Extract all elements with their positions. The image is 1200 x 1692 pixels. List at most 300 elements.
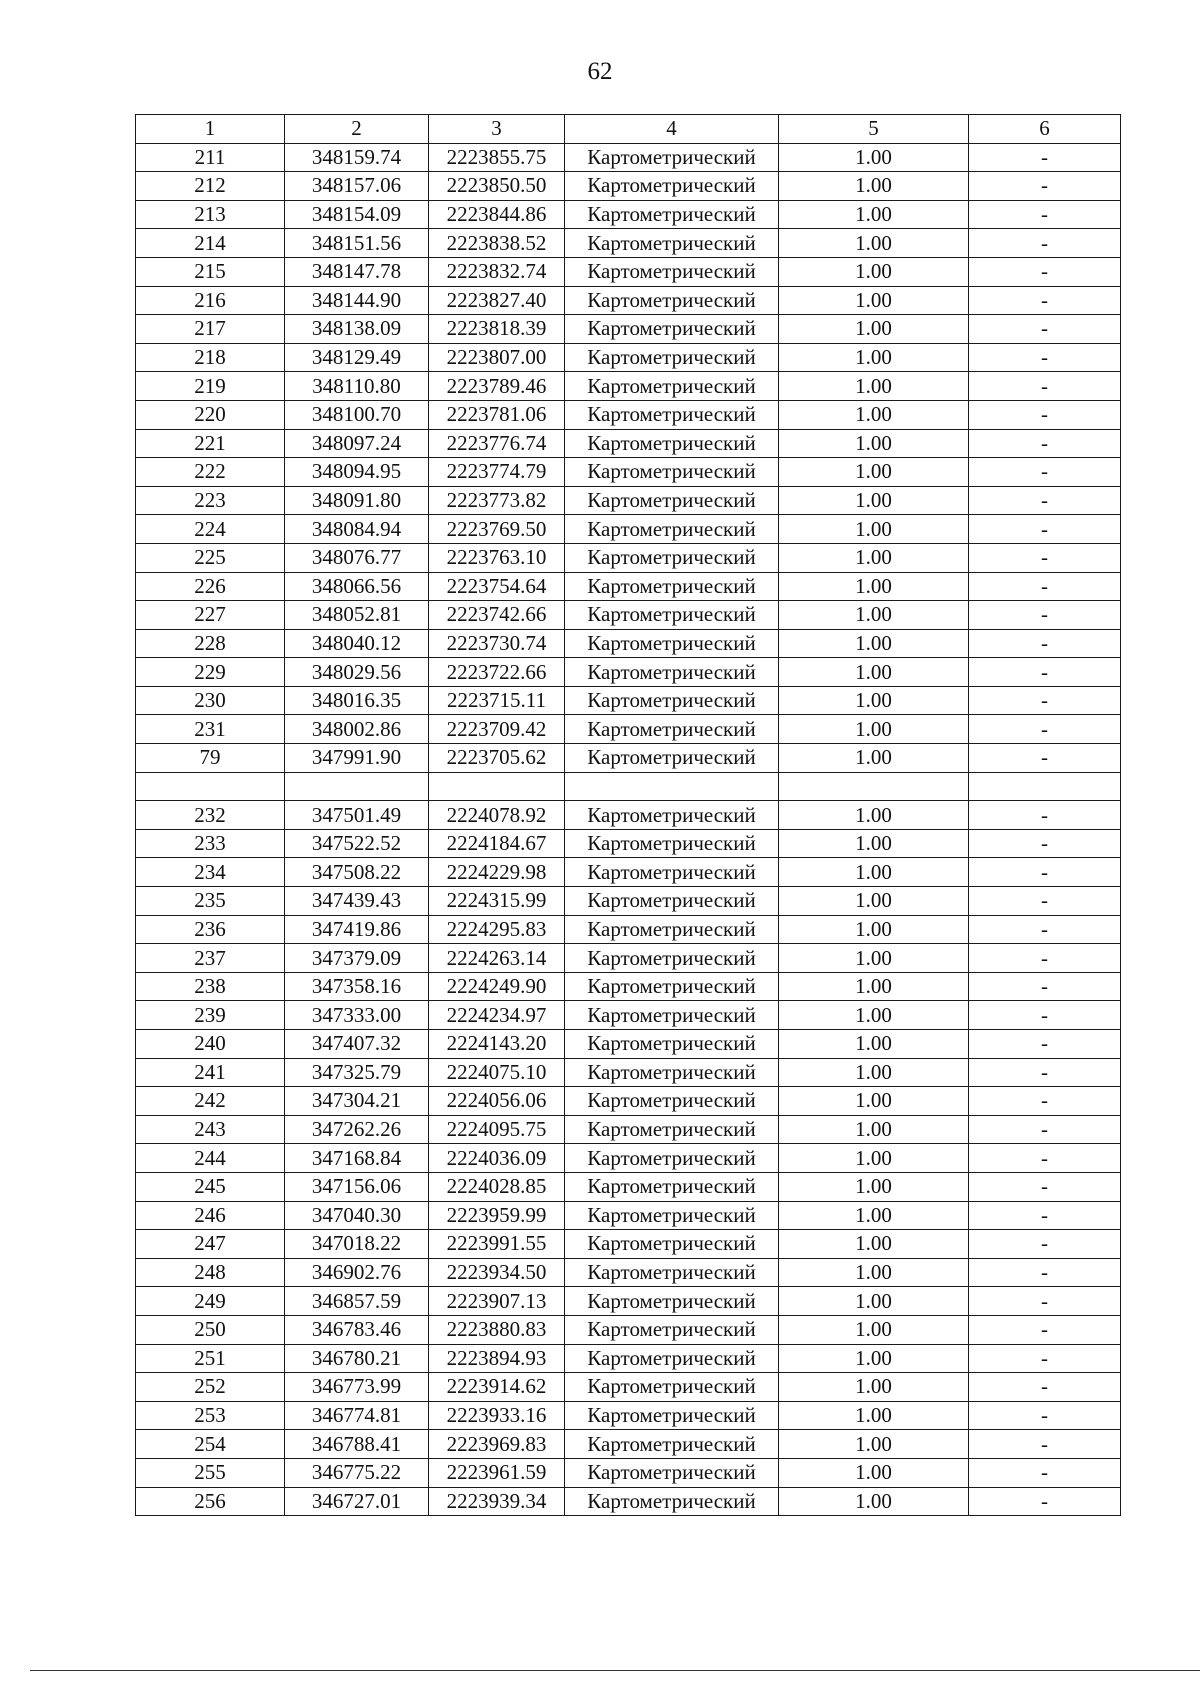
accuracy-cell: 1.00 (779, 1172, 969, 1201)
accuracy-cell: 1.00 (779, 572, 969, 601)
x-coordinate-cell: 348159.74 (285, 143, 429, 172)
method-cell: Картометрический (565, 429, 779, 458)
y-coordinate-cell: 2224028.85 (429, 1172, 565, 1201)
table-row (136, 1230, 1121, 1259)
method-cell: Картометрический (565, 543, 779, 572)
method-cell: Картометрический (565, 1315, 779, 1344)
table-row (136, 200, 1121, 229)
accuracy-cell: 1.00 (779, 543, 969, 572)
note-cell: - (969, 944, 1121, 973)
x-coordinate-cell (285, 772, 429, 801)
x-coordinate-cell: 348016.35 (285, 686, 429, 715)
note-cell: - (969, 686, 1121, 715)
table-row (136, 658, 1121, 687)
table-row (136, 143, 1121, 172)
note-cell: - (969, 1001, 1121, 1030)
note-cell: - (969, 1030, 1121, 1059)
y-coordinate-cell: 2223715.11 (429, 686, 565, 715)
method-cell: Картометрический (565, 887, 779, 916)
point-number-cell: 255 (136, 1458, 285, 1487)
y-coordinate-cell: 2224234.97 (429, 1001, 565, 1030)
x-coordinate-cell: 346780.21 (285, 1344, 429, 1373)
x-coordinate-cell: 348076.77 (285, 543, 429, 572)
table-row (136, 1058, 1121, 1087)
method-cell: Картометрический (565, 229, 779, 258)
accuracy-cell: 1.00 (779, 1458, 969, 1487)
note-cell: - (969, 1144, 1121, 1173)
method-cell: Картометрический (565, 1458, 779, 1487)
x-coordinate-cell: 346773.99 (285, 1373, 429, 1402)
point-number-cell: 223 (136, 486, 285, 515)
table-row (136, 1115, 1121, 1144)
method-cell: Картометрический (565, 1058, 779, 1087)
note-cell: - (969, 887, 1121, 916)
x-coordinate-cell: 346902.76 (285, 1258, 429, 1287)
accuracy-cell: 1.00 (779, 486, 969, 515)
method-cell: Картометрический (565, 1373, 779, 1402)
accuracy-cell: 1.00 (779, 1487, 969, 1516)
y-coordinate-cell: 2223907.13 (429, 1287, 565, 1316)
note-cell: - (969, 972, 1121, 1001)
table-row (136, 1087, 1121, 1116)
method-cell: Картометрический (565, 829, 779, 858)
table-row (136, 372, 1121, 401)
method-cell: Картометрический (565, 1030, 779, 1059)
table-row (136, 801, 1121, 830)
y-coordinate-cell: 2223838.52 (429, 229, 565, 258)
note-cell: - (969, 1172, 1121, 1201)
accuracy-cell: 1.00 (779, 1115, 969, 1144)
accuracy-cell: 1.00 (779, 1087, 969, 1116)
method-cell: Картометрический (565, 172, 779, 201)
table-row (136, 1144, 1121, 1173)
accuracy-cell: 1.00 (779, 1401, 969, 1430)
table-row (136, 1287, 1121, 1316)
accuracy-cell: 1.00 (779, 286, 969, 315)
note-cell: - (969, 858, 1121, 887)
point-number-cell: 246 (136, 1201, 285, 1230)
x-coordinate-cell: 347407.32 (285, 1030, 429, 1059)
table-row (136, 400, 1121, 429)
y-coordinate-cell: 2223827.40 (429, 286, 565, 315)
note-cell: - (969, 200, 1121, 229)
point-number-cell: 233 (136, 829, 285, 858)
page-number: 62 (587, 58, 613, 85)
x-coordinate-cell: 348084.94 (285, 515, 429, 544)
note-cell: - (969, 1058, 1121, 1087)
x-coordinate-cell: 347325.79 (285, 1058, 429, 1087)
table-row (136, 1258, 1121, 1287)
accuracy-cell: 1.00 (779, 400, 969, 429)
point-number-cell: 237 (136, 944, 285, 973)
y-coordinate-cell: 2223807.00 (429, 343, 565, 372)
point-number-cell: 254 (136, 1430, 285, 1459)
note-cell: - (969, 286, 1121, 315)
point-number-cell: 240 (136, 1030, 285, 1059)
method-cell: Картометрический (565, 1487, 779, 1516)
y-coordinate-cell: 2223730.74 (429, 629, 565, 658)
accuracy-cell: 1.00 (779, 629, 969, 658)
x-coordinate-cell: 346727.01 (285, 1487, 429, 1516)
method-cell: Картометрический (565, 1172, 779, 1201)
column-header-4: 4 (565, 115, 779, 144)
point-number-cell: 242 (136, 1087, 285, 1116)
point-number-cell: 229 (136, 658, 285, 687)
method-cell: Картометрический (565, 629, 779, 658)
point-number-cell: 212 (136, 172, 285, 201)
accuracy-cell: 1.00 (779, 200, 969, 229)
y-coordinate-cell: 2223763.10 (429, 543, 565, 572)
table-row (136, 1030, 1121, 1059)
method-cell: Картометрический (565, 858, 779, 887)
point-number-cell: 227 (136, 601, 285, 630)
accuracy-cell: 1.00 (779, 1287, 969, 1316)
accuracy-cell: 1.00 (779, 686, 969, 715)
note-cell: - (969, 744, 1121, 773)
point-number-cell: 224 (136, 515, 285, 544)
point-number-cell: 238 (136, 972, 285, 1001)
point-number-cell: 236 (136, 915, 285, 944)
accuracy-cell: 1.00 (779, 343, 969, 372)
accuracy-cell: 1.00 (779, 658, 969, 687)
point-number-cell: 245 (136, 1172, 285, 1201)
x-coordinate-cell: 347508.22 (285, 858, 429, 887)
y-coordinate-cell: 2223939.34 (429, 1487, 565, 1516)
x-coordinate-cell: 348002.86 (285, 715, 429, 744)
table-row (136, 1401, 1121, 1430)
y-coordinate-cell (429, 772, 565, 801)
note-cell: - (969, 543, 1121, 572)
note-cell: - (969, 257, 1121, 286)
x-coordinate-cell: 347439.43 (285, 887, 429, 916)
y-coordinate-cell: 2223914.62 (429, 1373, 565, 1402)
table-row (136, 1430, 1121, 1459)
table-row (136, 887, 1121, 916)
accuracy-cell: 1.00 (779, 257, 969, 286)
point-number-cell: 217 (136, 315, 285, 344)
point-number-cell: 222 (136, 458, 285, 487)
table-row (136, 744, 1121, 773)
point-number-cell: 234 (136, 858, 285, 887)
table-row (136, 486, 1121, 515)
x-coordinate-cell: 347991.90 (285, 744, 429, 773)
column-header-3: 3 (429, 115, 565, 144)
x-coordinate-cell: 348097.24 (285, 429, 429, 458)
accuracy-cell: 1.00 (779, 372, 969, 401)
coordinates-table (135, 114, 1121, 1516)
x-coordinate-cell: 347358.16 (285, 972, 429, 1001)
table-row (136, 1172, 1121, 1201)
x-coordinate-cell: 348138.09 (285, 315, 429, 344)
accuracy-cell (779, 772, 969, 801)
x-coordinate-cell: 348100.70 (285, 400, 429, 429)
method-cell: Картометрический (565, 343, 779, 372)
accuracy-cell: 1.00 (779, 1373, 969, 1402)
note-cell (969, 772, 1121, 801)
x-coordinate-cell: 348029.56 (285, 658, 429, 687)
accuracy-cell: 1.00 (779, 143, 969, 172)
note-cell: - (969, 1115, 1121, 1144)
method-cell: Картометрический (565, 572, 779, 601)
table-row (136, 858, 1121, 887)
x-coordinate-cell: 348040.12 (285, 629, 429, 658)
table-row (136, 1315, 1121, 1344)
y-coordinate-cell: 2223894.93 (429, 1344, 565, 1373)
note-cell: - (969, 1487, 1121, 1516)
note-cell: - (969, 715, 1121, 744)
note-cell: - (969, 400, 1121, 429)
y-coordinate-cell: 2224229.98 (429, 858, 565, 887)
table-row (136, 1487, 1121, 1516)
table-row (136, 172, 1121, 201)
x-coordinate-cell: 348154.09 (285, 200, 429, 229)
table-row (136, 543, 1121, 572)
point-number-cell: 235 (136, 887, 285, 916)
y-coordinate-cell: 2224078.92 (429, 801, 565, 830)
note-cell: - (969, 143, 1121, 172)
x-coordinate-cell: 348094.95 (285, 458, 429, 487)
y-coordinate-cell: 2223969.83 (429, 1430, 565, 1459)
point-number-cell: 249 (136, 1287, 285, 1316)
method-cell: Картометрический (565, 1115, 779, 1144)
y-coordinate-cell: 2223855.75 (429, 143, 565, 172)
point-number-cell: 214 (136, 229, 285, 258)
table-row (136, 972, 1121, 1001)
y-coordinate-cell: 2223934.50 (429, 1258, 565, 1287)
method-cell: Картометрический (565, 1287, 779, 1316)
table-header-row (136, 115, 1121, 144)
method-cell: Картометрический (565, 1258, 779, 1287)
method-cell: Картометрический (565, 400, 779, 429)
x-coordinate-cell: 347040.30 (285, 1201, 429, 1230)
table-row (136, 572, 1121, 601)
x-coordinate-cell: 348129.49 (285, 343, 429, 372)
table-row (136, 1001, 1121, 1030)
y-coordinate-cell: 2223722.66 (429, 658, 565, 687)
table-row (136, 229, 1121, 258)
point-number-cell: 253 (136, 1401, 285, 1430)
y-coordinate-cell: 2223818.39 (429, 315, 565, 344)
note-cell: - (969, 172, 1121, 201)
note-cell: - (969, 629, 1121, 658)
method-cell: Картометрический (565, 515, 779, 544)
method-cell: Картометрический (565, 143, 779, 172)
accuracy-cell: 1.00 (779, 1058, 969, 1087)
point-number-cell: 256 (136, 1487, 285, 1516)
note-cell: - (969, 829, 1121, 858)
point-number-cell: 221 (136, 429, 285, 458)
point-number-cell: 226 (136, 572, 285, 601)
y-coordinate-cell: 2224056.06 (429, 1087, 565, 1116)
y-coordinate-cell: 2224095.75 (429, 1115, 565, 1144)
y-coordinate-cell: 2223991.55 (429, 1230, 565, 1259)
accuracy-cell: 1.00 (779, 429, 969, 458)
point-number-cell: 79 (136, 744, 285, 773)
point-number-cell: 241 (136, 1058, 285, 1087)
note-cell: - (969, 458, 1121, 487)
table-row (136, 772, 1121, 801)
point-number-cell: 248 (136, 1258, 285, 1287)
accuracy-cell: 1.00 (779, 858, 969, 887)
point-number-cell: 232 (136, 801, 285, 830)
method-cell: Картометрический (565, 944, 779, 973)
accuracy-cell: 1.00 (779, 1230, 969, 1259)
x-coordinate-cell: 348147.78 (285, 257, 429, 286)
point-number-cell: 228 (136, 629, 285, 658)
point-number-cell: 250 (136, 1315, 285, 1344)
y-coordinate-cell: 2223754.64 (429, 572, 565, 601)
method-cell: Картометрический (565, 658, 779, 687)
method-cell: Картометрический (565, 200, 779, 229)
table-row (136, 829, 1121, 858)
x-coordinate-cell: 347168.84 (285, 1144, 429, 1173)
method-cell: Картометрический (565, 601, 779, 630)
x-coordinate-cell: 347262.26 (285, 1115, 429, 1144)
point-number-cell: 216 (136, 286, 285, 315)
y-coordinate-cell: 2224075.10 (429, 1058, 565, 1087)
x-coordinate-cell: 347156.06 (285, 1172, 429, 1201)
point-number-cell: 251 (136, 1344, 285, 1373)
y-coordinate-cell: 2223959.99 (429, 1201, 565, 1230)
method-cell: Картометрический (565, 801, 779, 830)
table-row (136, 601, 1121, 630)
note-cell: - (969, 1430, 1121, 1459)
y-coordinate-cell: 2223844.86 (429, 200, 565, 229)
y-coordinate-cell: 2224263.14 (429, 944, 565, 973)
note-cell: - (969, 1201, 1121, 1230)
table-row (136, 458, 1121, 487)
note-cell: - (969, 315, 1121, 344)
method-cell (565, 772, 779, 801)
table-row (136, 515, 1121, 544)
point-number-cell: 218 (136, 343, 285, 372)
accuracy-cell: 1.00 (779, 744, 969, 773)
column-header-2: 2 (285, 115, 429, 144)
method-cell: Картометрический (565, 915, 779, 944)
note-cell: - (969, 915, 1121, 944)
y-coordinate-cell: 2223742.66 (429, 601, 565, 630)
point-number-cell: 220 (136, 400, 285, 429)
y-coordinate-cell: 2223774.79 (429, 458, 565, 487)
method-cell: Картометрический (565, 715, 779, 744)
note-cell: - (969, 1287, 1121, 1316)
point-number-cell: 219 (136, 372, 285, 401)
y-coordinate-cell: 2223769.50 (429, 515, 565, 544)
note-cell: - (969, 429, 1121, 458)
note-cell: - (969, 658, 1121, 687)
table-row (136, 286, 1121, 315)
note-cell: - (969, 1344, 1121, 1373)
accuracy-cell: 1.00 (779, 972, 969, 1001)
accuracy-cell: 1.00 (779, 829, 969, 858)
accuracy-cell: 1.00 (779, 1315, 969, 1344)
x-coordinate-cell: 347379.09 (285, 944, 429, 973)
method-cell: Картометрический (565, 1230, 779, 1259)
table-row (136, 343, 1121, 372)
method-cell: Картометрический (565, 1201, 779, 1230)
table-row (136, 715, 1121, 744)
y-coordinate-cell: 2223709.42 (429, 715, 565, 744)
note-cell: - (969, 1458, 1121, 1487)
accuracy-cell: 1.00 (779, 315, 969, 344)
x-coordinate-cell: 348151.56 (285, 229, 429, 258)
column-header-5: 5 (779, 115, 969, 144)
x-coordinate-cell: 347501.49 (285, 801, 429, 830)
accuracy-cell: 1.00 (779, 887, 969, 916)
method-cell: Картометрический (565, 1344, 779, 1373)
note-cell: - (969, 372, 1121, 401)
note-cell: - (969, 1373, 1121, 1402)
x-coordinate-cell: 347333.00 (285, 1001, 429, 1030)
y-coordinate-cell: 2223880.83 (429, 1315, 565, 1344)
y-coordinate-cell: 2224184.67 (429, 829, 565, 858)
x-coordinate-cell: 348144.90 (285, 286, 429, 315)
note-cell: - (969, 1401, 1121, 1430)
x-coordinate-cell: 346774.81 (285, 1401, 429, 1430)
accuracy-cell: 1.00 (779, 1144, 969, 1173)
table-row (136, 1458, 1121, 1487)
table-row (136, 429, 1121, 458)
x-coordinate-cell: 348052.81 (285, 601, 429, 630)
point-number-cell: 247 (136, 1230, 285, 1259)
point-number-cell: 252 (136, 1373, 285, 1402)
note-cell: - (969, 343, 1121, 372)
point-number-cell: 215 (136, 257, 285, 286)
accuracy-cell: 1.00 (779, 1201, 969, 1230)
method-cell: Картометрический (565, 372, 779, 401)
table-row (136, 915, 1121, 944)
accuracy-cell: 1.00 (779, 1030, 969, 1059)
y-coordinate-cell: 2223961.59 (429, 1458, 565, 1487)
x-coordinate-cell: 348066.56 (285, 572, 429, 601)
point-number-cell: 239 (136, 1001, 285, 1030)
accuracy-cell: 1.00 (779, 515, 969, 544)
y-coordinate-cell: 2223850.50 (429, 172, 565, 201)
x-coordinate-cell: 347419.86 (285, 915, 429, 944)
y-coordinate-cell: 2223789.46 (429, 372, 565, 401)
point-number-cell: 213 (136, 200, 285, 229)
note-cell: - (969, 1315, 1121, 1344)
y-coordinate-cell: 2223705.62 (429, 744, 565, 773)
note-cell: - (969, 1230, 1121, 1259)
point-number-cell: 231 (136, 715, 285, 744)
note-cell: - (969, 572, 1121, 601)
y-coordinate-cell: 2224315.99 (429, 887, 565, 916)
accuracy-cell: 1.00 (779, 458, 969, 487)
method-cell: Картометрический (565, 744, 779, 773)
x-coordinate-cell: 346857.59 (285, 1287, 429, 1316)
point-number-cell: 244 (136, 1144, 285, 1173)
bottom-rule (30, 1670, 1200, 1671)
note-cell: - (969, 1087, 1121, 1116)
method-cell: Картометрический (565, 257, 779, 286)
x-coordinate-cell: 348110.80 (285, 372, 429, 401)
accuracy-cell: 1.00 (779, 915, 969, 944)
note-cell: - (969, 515, 1121, 544)
point-number-cell (136, 772, 285, 801)
y-coordinate-cell: 2223832.74 (429, 257, 565, 286)
x-coordinate-cell: 346775.22 (285, 1458, 429, 1487)
note-cell: - (969, 801, 1121, 830)
accuracy-cell: 1.00 (779, 601, 969, 630)
x-coordinate-cell: 347304.21 (285, 1087, 429, 1116)
table-row (136, 315, 1121, 344)
y-coordinate-cell: 2224036.09 (429, 1144, 565, 1173)
accuracy-cell: 1.00 (779, 715, 969, 744)
note-cell: - (969, 486, 1121, 515)
note-cell: - (969, 1258, 1121, 1287)
x-coordinate-cell: 347018.22 (285, 1230, 429, 1259)
